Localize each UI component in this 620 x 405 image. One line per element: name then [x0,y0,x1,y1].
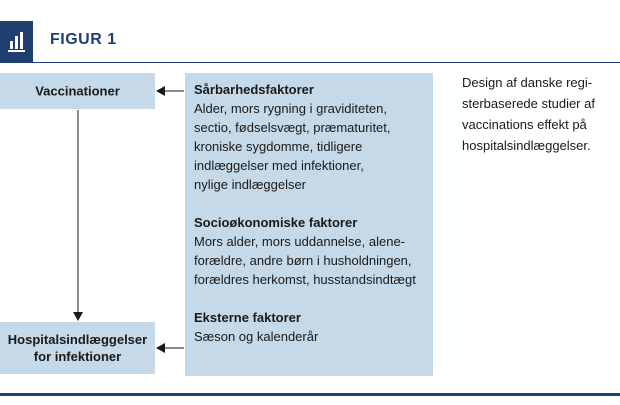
factor-title: Sårbarhedsfaktorer [194,82,314,97]
bottom-divider [0,393,620,396]
arrow-factors-to-outcome [156,343,184,353]
figure-caption: Design af danske regi- sterbaserede studier af vaccinations effekt på hospitalsindlæggelser. [462,75,595,153]
factor-text: Sæson og kalenderår [194,329,319,344]
factor-text: Mors alder, mors uddannelse, alene- forældre, andre børn i husholdningen, forældres herkomst, husstandsindtægt [194,234,416,287]
factor-title: Eksterne faktorer [194,310,301,325]
exposure-label: Vaccinationer [35,83,120,99]
figure-title: FIGUR 1 [50,31,117,48]
factor-title: Socioøkonomiske faktorer [194,215,358,230]
factor-text: Alder, mors rygning i graviditeten, sectio, fødselsvægt, præmaturitet, kroniske sygdomme, tidligere indlæggelser med infektioner, nylige indlæggelser [194,101,391,192]
arrow-factors-to-exposure [156,86,184,96]
arrow-exposure-to-outcome [73,110,83,321]
outcome-label: Hospitalsindlæggelser for infektioner [7,332,148,364]
